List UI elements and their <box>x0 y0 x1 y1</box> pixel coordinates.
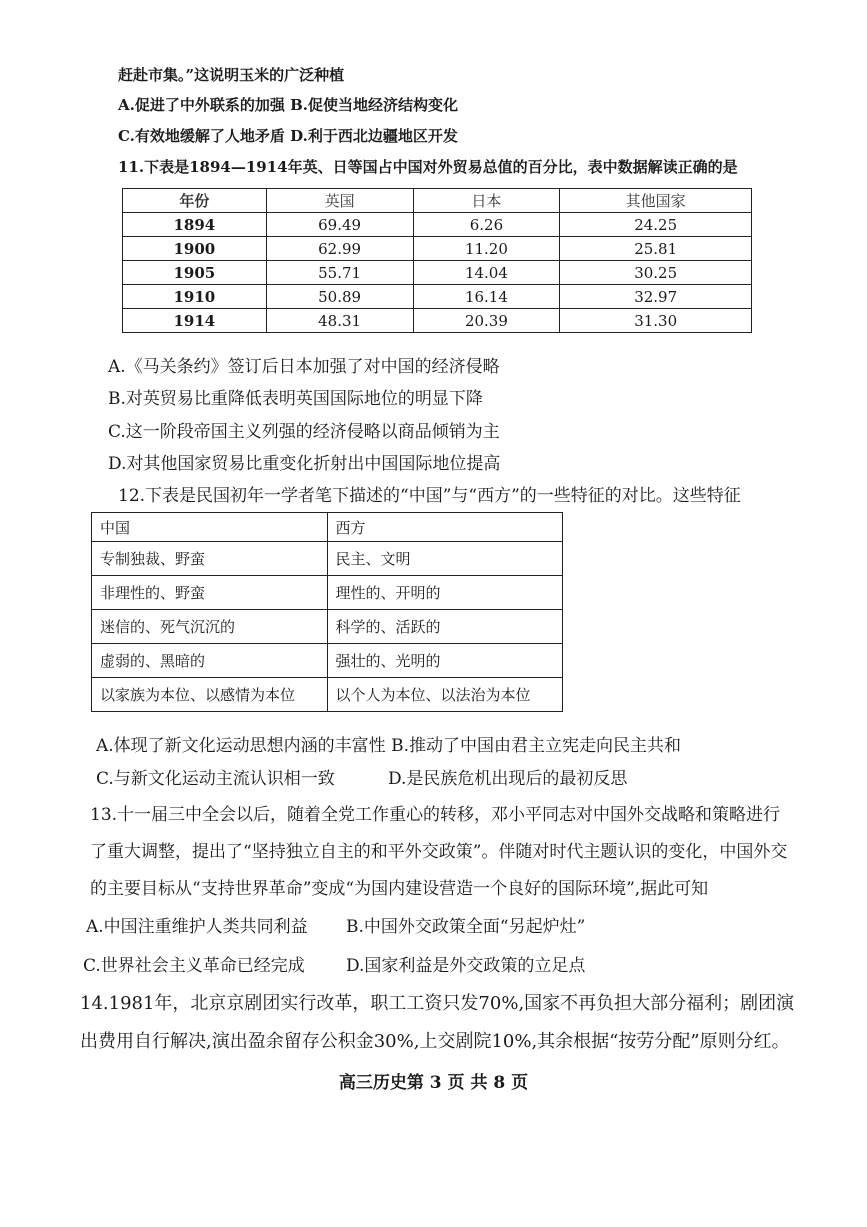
table-cell: 强壮的、光明的 <box>327 644 563 678</box>
q10-options-cd: C.有效地缓解了人地矛盾 D.利于西北边疆地区开发 <box>118 127 458 145</box>
q11-stem: 11.下表是1894—1914年英、日等国占中国对外贸易总值的百分比，表中数据解读正确的是 <box>118 158 738 176</box>
q10-options-ab: A.促进了中外联系的加强 B.促使当地经济结构变化 <box>118 96 458 114</box>
table-cell: 25.81 <box>560 237 752 261</box>
q13-option-d: D.国家利益是外交政策的立足点 <box>346 956 586 976</box>
table-row <box>92 576 563 610</box>
table-row <box>92 644 563 678</box>
table-header-cell: 英国 <box>266 189 413 213</box>
table-cell: 32.97 <box>560 285 752 309</box>
table-cell: 14.04 <box>413 261 560 285</box>
table-cell: 16.14 <box>413 285 560 309</box>
table-header-cell: 西方 <box>327 513 563 542</box>
table-cell: 民主、文明 <box>327 542 563 576</box>
table-row <box>92 610 563 644</box>
table-cell: 1905 <box>123 261 267 285</box>
table-row <box>123 237 752 261</box>
table-cell: 迷信的、死气沉沉的 <box>92 610 328 644</box>
table-header-cell: 年份 <box>123 189 267 213</box>
table-cell: 69.49 <box>266 213 413 237</box>
table-cell: 1910 <box>123 285 267 309</box>
table-row <box>123 213 752 237</box>
q13-line-1: 13.十一届三中全会以后，随着全党工作重心的转移，邓小平同志对中国外交战略和策略进行 <box>90 805 781 825</box>
table-cell: 48.31 <box>266 309 413 333</box>
q11-option-a: A.《马关条约》签订后日本加强了对中国的经济侵略 <box>108 357 500 377</box>
table-cell: 理性的、开明的 <box>327 576 563 610</box>
table-cell: 62.99 <box>266 237 413 261</box>
q13-line-2: 了重大调整，提出了“坚持独立自主的和平外交政策”。伴随对时代主题认识的变化，中国外交 <box>90 842 788 862</box>
table-row <box>92 678 563 712</box>
q14-line-1: 14.1981年，北京京剧团实行改革，职工工资只发70%,国家不再负担大部分福利；剧团演 <box>80 993 795 1014</box>
table-cell: 1900 <box>123 237 267 261</box>
table-row <box>123 261 752 285</box>
page-footer: 高三历史第 3 页 共 8 页 <box>338 1073 529 1093</box>
table-header-cell: 日本 <box>413 189 560 213</box>
q13-option-a: A.中国注重维护人类共同利益 <box>86 917 308 937</box>
table-cell: 6.26 <box>413 213 560 237</box>
q11-option-b: B.对英贸易比重降低表明英国国际地位的明显下降 <box>108 389 483 409</box>
q12-stem: 12.下表是民国初年一学者笔下描述的“中国”与“西方”的一些特征的对比。这些特征 <box>118 486 741 506</box>
table-header-row <box>123 189 752 213</box>
table-cell: 50.89 <box>266 285 413 309</box>
table-cell: 55.71 <box>266 261 413 285</box>
q12-comparison-table <box>91 512 563 712</box>
table-header-cell: 其他国家 <box>560 189 752 213</box>
table-cell: 30.25 <box>560 261 752 285</box>
table-cell: 非理性的、野蛮 <box>92 576 328 610</box>
table-cell: 虚弱的、黑暗的 <box>92 644 328 678</box>
q14-line-2: 出费用自行解决,演出盈余留存公积金30%,上交剧院10%,其余根据“按劳分配”原则分红。 <box>80 1031 790 1052</box>
table-cell: 20.39 <box>413 309 560 333</box>
table-cell: 1914 <box>123 309 267 333</box>
q11-option-c: C.这一阶段帝国主义列强的经济侵略以商品倾销为主 <box>108 422 500 442</box>
q11-option-d: D.对其他国家贸易比重变化折射出中国国际地位提高 <box>108 454 501 474</box>
table-cell: 专制独裁、野蛮 <box>92 542 328 576</box>
table-row <box>92 542 563 576</box>
q12-option-d: D.是民族危机出现后的最初反思 <box>388 769 628 789</box>
q12-options-ab: A.体现了新文化运动思想内涵的丰富性 B.推动了中国由君主立宪走向民主共和 <box>96 736 681 756</box>
table-row <box>123 309 752 333</box>
table-cell: 31.30 <box>560 309 752 333</box>
table-row <box>123 285 752 309</box>
table-cell: 1894 <box>123 213 267 237</box>
table-header-cell: 中国 <box>92 513 328 542</box>
table-header-row <box>92 513 563 542</box>
q13-option-c: C.世界社会主义革命已经完成 <box>83 956 305 976</box>
q10-tail: 赶赴市集。”这说明玉米的广泛种植 <box>118 66 345 84</box>
q12-option-c: C.与新文化运动主流认识相一致 <box>96 769 335 789</box>
q11-trade-table <box>122 188 752 333</box>
table-cell: 24.25 <box>560 213 752 237</box>
table-cell: 11.20 <box>413 237 560 261</box>
table-cell: 以个人为本位、以法治为本位 <box>327 678 563 712</box>
q13-line-3: 的主要目标从“支持世界革命”变成“为国内建设营造一个良好的国际环境”,据此可知 <box>90 879 709 899</box>
table-cell: 科学的、活跃的 <box>327 610 563 644</box>
q13-option-b: B.中国外交政策全面“另起炉灶” <box>346 917 586 937</box>
table-cell: 以家族为本位、以感情为本位 <box>92 678 328 712</box>
